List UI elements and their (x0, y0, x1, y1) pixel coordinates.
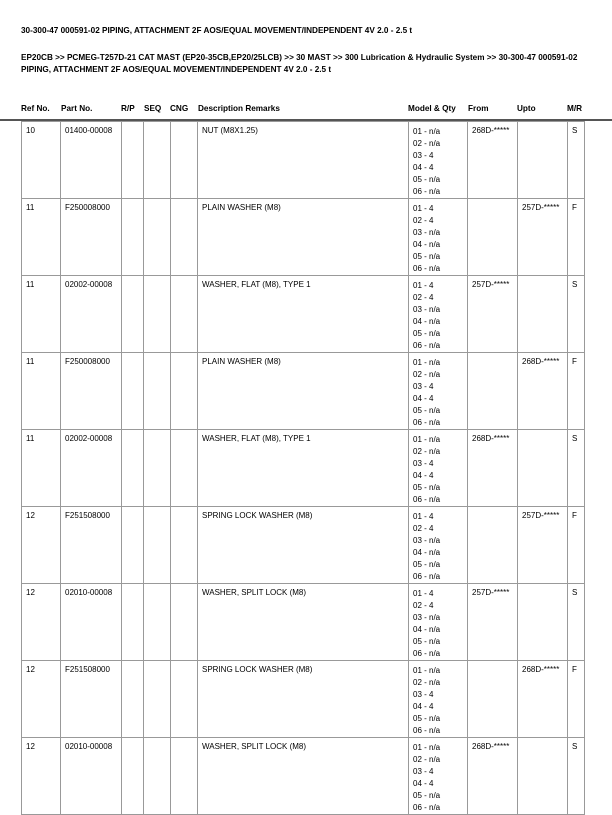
qty-line: 02 - 4 (413, 216, 434, 225)
rp-cell (122, 584, 144, 661)
qty-line: 01 - 4 (413, 281, 434, 290)
mr-cell: S (568, 430, 585, 507)
qty-line: 04 - n/a (413, 240, 441, 249)
from-cell: 257D-***** (468, 584, 518, 661)
rp-cell (122, 661, 144, 738)
qty-line: 01 - 4 (413, 204, 434, 213)
part-no-cell: 02002-00008 (61, 276, 122, 353)
seq-cell (144, 430, 171, 507)
upto-cell (518, 430, 568, 507)
upto-cell (518, 276, 568, 353)
ref-cell: 11 (22, 353, 61, 430)
mr-cell: S (568, 122, 585, 199)
qty-line: 06 - n/a (413, 572, 441, 581)
from-cell (468, 507, 518, 584)
rp-cell (122, 122, 144, 199)
qty-line: 04 - n/a (413, 625, 441, 634)
mr-cell: F (568, 353, 585, 430)
header-part: Part No. (61, 104, 93, 113)
qty-line: 05 - n/a (413, 560, 441, 569)
from-cell: 268D-***** (468, 122, 518, 199)
model-qty-cell (409, 738, 468, 815)
header-desc: Description Remarks (198, 104, 280, 113)
upto-cell (518, 584, 568, 661)
mr-cell: F (568, 507, 585, 584)
model-qty-cell (409, 661, 468, 738)
description-cell: WASHER, SPLIT LOCK (M8) (198, 738, 409, 815)
mr-cell: F (568, 199, 585, 276)
qty-line: 06 - n/a (413, 264, 441, 273)
qty-line: 06 - n/a (413, 341, 441, 350)
seq-cell (144, 353, 171, 430)
description-cell: SPRING LOCK WASHER (M8) (198, 507, 409, 584)
table-row (22, 661, 585, 738)
description-cell: WASHER, FLAT (M8), TYPE 1 (198, 276, 409, 353)
qty-line: 06 - n/a (413, 187, 441, 196)
qty-line: 04 - 4 (413, 779, 434, 788)
qty-line: 05 - n/a (413, 329, 441, 338)
qty-line: 05 - n/a (413, 406, 441, 415)
ref-cell: 12 (22, 584, 61, 661)
cng-cell (171, 738, 198, 815)
from-cell: 268D-***** (468, 430, 518, 507)
qty-line: 03 - n/a (413, 228, 441, 237)
part-no-cell: F250008000 (61, 199, 122, 276)
cng-cell (171, 276, 198, 353)
mr-cell: S (568, 276, 585, 353)
qty-line: 05 - n/a (413, 252, 441, 261)
qty-line: 01 - n/a (413, 358, 441, 367)
model-qty-cell (409, 199, 468, 276)
qty-line: 04 - n/a (413, 317, 441, 326)
part-no-cell: 02002-00008 (61, 430, 122, 507)
upto-cell: 257D-***** (518, 199, 568, 276)
qty-line: 06 - n/a (413, 803, 441, 812)
from-cell (468, 199, 518, 276)
qty-line: 01 - n/a (413, 127, 441, 136)
part-no-cell: F250008000 (61, 353, 122, 430)
upto-cell: 268D-***** (518, 661, 568, 738)
table-row (22, 584, 585, 661)
table-row (22, 353, 585, 430)
qty-line: 02 - n/a (413, 755, 441, 764)
qty-line: 04 - 4 (413, 702, 434, 711)
qty-line: 01 - 4 (413, 589, 434, 598)
cng-cell (171, 584, 198, 661)
ref-cell: 11 (22, 276, 61, 353)
table-row (22, 738, 585, 815)
seq-cell (144, 584, 171, 661)
page-title: 30-300-47 000591-02 PIPING, ATTACHMENT 2F AOS/EQUAL MOVEMENT/INDEPENDENT 4V 2.0 - 2.5 t (21, 26, 413, 35)
qty-line: 02 - 4 (413, 601, 434, 610)
qty-line: 04 - 4 (413, 471, 434, 480)
model-qty-cell (409, 430, 468, 507)
description-cell: SPRING LOCK WASHER (M8) (198, 661, 409, 738)
seq-cell (144, 199, 171, 276)
qty-line: 05 - n/a (413, 791, 441, 800)
ref-cell: 10 (22, 122, 61, 199)
qty-line: 02 - 4 (413, 293, 434, 302)
description-cell: WASHER, FLAT (M8), TYPE 1 (198, 430, 409, 507)
qty-line: 03 - n/a (413, 613, 441, 622)
part-no-cell: 02010-00008 (61, 584, 122, 661)
qty-line: 04 - 4 (413, 163, 434, 172)
qty-line: 02 - 4 (413, 524, 434, 533)
model-qty-cell (409, 122, 468, 199)
parts-table (21, 121, 585, 815)
part-no-cell: F251508000 (61, 661, 122, 738)
seq-cell (144, 122, 171, 199)
header-cng: CNG (170, 104, 189, 113)
part-no-cell: F251508000 (61, 507, 122, 584)
qty-line: 01 - n/a (413, 666, 441, 675)
header-rp: R/P (121, 104, 135, 113)
upto-cell: 268D-***** (518, 353, 568, 430)
model-qty-cell (409, 276, 468, 353)
qty-line: 06 - n/a (413, 418, 441, 427)
table-row (22, 199, 585, 276)
header-ref: Ref No. (21, 104, 50, 113)
qty-line: 05 - n/a (413, 714, 441, 723)
qty-line: 04 - n/a (413, 548, 441, 557)
seq-cell (144, 661, 171, 738)
description-cell: NUT (M8X1.25) (198, 122, 409, 199)
qty-line: 03 - 4 (413, 767, 434, 776)
model-qty-cell (409, 584, 468, 661)
qty-line: 05 - n/a (413, 483, 441, 492)
cng-cell (171, 430, 198, 507)
qty-line: 06 - n/a (413, 726, 441, 735)
upto-cell (518, 738, 568, 815)
cng-cell (171, 353, 198, 430)
rp-cell (122, 276, 144, 353)
qty-line: 03 - n/a (413, 536, 441, 545)
rp-cell (122, 353, 144, 430)
qty-line: 02 - n/a (413, 678, 441, 687)
mr-cell: S (568, 584, 585, 661)
part-no-cell: 01400-00008 (61, 122, 122, 199)
qty-line: 03 - 4 (413, 151, 434, 160)
header-seq: SEQ (144, 104, 162, 113)
qty-line: 03 - 4 (413, 690, 434, 699)
ref-cell: 12 (22, 738, 61, 815)
cng-cell (171, 507, 198, 584)
qty-line: 01 - 4 (413, 512, 434, 521)
upto-cell: 257D-***** (518, 507, 568, 584)
description-cell: WASHER, SPLIT LOCK (M8) (198, 584, 409, 661)
cng-cell (171, 199, 198, 276)
model-qty-cell (409, 507, 468, 584)
qty-line: 02 - n/a (413, 447, 441, 456)
cng-cell (171, 122, 198, 199)
qty-line: 05 - n/a (413, 637, 441, 646)
table-row (22, 276, 585, 353)
qty-line: 06 - n/a (413, 495, 441, 504)
header-from: From (468, 104, 489, 113)
seq-cell (144, 276, 171, 353)
upto-cell (518, 122, 568, 199)
rp-cell (122, 430, 144, 507)
rp-cell (122, 199, 144, 276)
seq-cell (144, 738, 171, 815)
header-upto: Upto (517, 104, 536, 113)
ref-cell: 12 (22, 507, 61, 584)
header-model: Model & Qty (408, 104, 456, 113)
rp-cell (122, 738, 144, 815)
description-cell: PLAIN WASHER (M8) (198, 353, 409, 430)
from-cell: 268D-***** (468, 738, 518, 815)
qty-line: 05 - n/a (413, 175, 441, 184)
ref-cell: 12 (22, 661, 61, 738)
from-cell (468, 661, 518, 738)
qty-line: 03 - 4 (413, 459, 434, 468)
qty-line: 01 - n/a (413, 743, 441, 752)
seq-cell (144, 507, 171, 584)
qty-line: 02 - n/a (413, 370, 441, 379)
qty-line: 06 - n/a (413, 649, 441, 658)
qty-line: 02 - n/a (413, 139, 441, 148)
table-row (22, 507, 585, 584)
table-row (22, 122, 585, 199)
table-row (22, 430, 585, 507)
mr-cell: S (568, 738, 585, 815)
from-cell: 257D-***** (468, 276, 518, 353)
header-mr: M/R (567, 104, 583, 113)
qty-line: 01 - n/a (413, 435, 441, 444)
from-cell (468, 353, 518, 430)
cng-cell (171, 661, 198, 738)
qty-line: 03 - 4 (413, 382, 434, 391)
ref-cell: 11 (22, 430, 61, 507)
qty-line: 03 - n/a (413, 305, 441, 314)
qty-line: 04 - 4 (413, 394, 434, 403)
mr-cell: F (568, 661, 585, 738)
description-cell: PLAIN WASHER (M8) (198, 199, 409, 276)
breadcrumb: EP20CB >> PCMEG-T257D-21 CAT MAST (EP20-35CB,EP20/25LCB) >> 30 MAST >> 300 Lubrication & Hydraulic System >> 30-300-47 000591-02 PIPING, ATTACHMENT 2F AOS/EQUAL MOVEMENT/INDEPENDENT 4V 2.0 - 2.5 t (21, 53, 578, 74)
part-no-cell: 02010-00008 (61, 738, 122, 815)
ref-cell: 11 (22, 199, 61, 276)
rp-cell (122, 507, 144, 584)
model-qty-cell (409, 353, 468, 430)
